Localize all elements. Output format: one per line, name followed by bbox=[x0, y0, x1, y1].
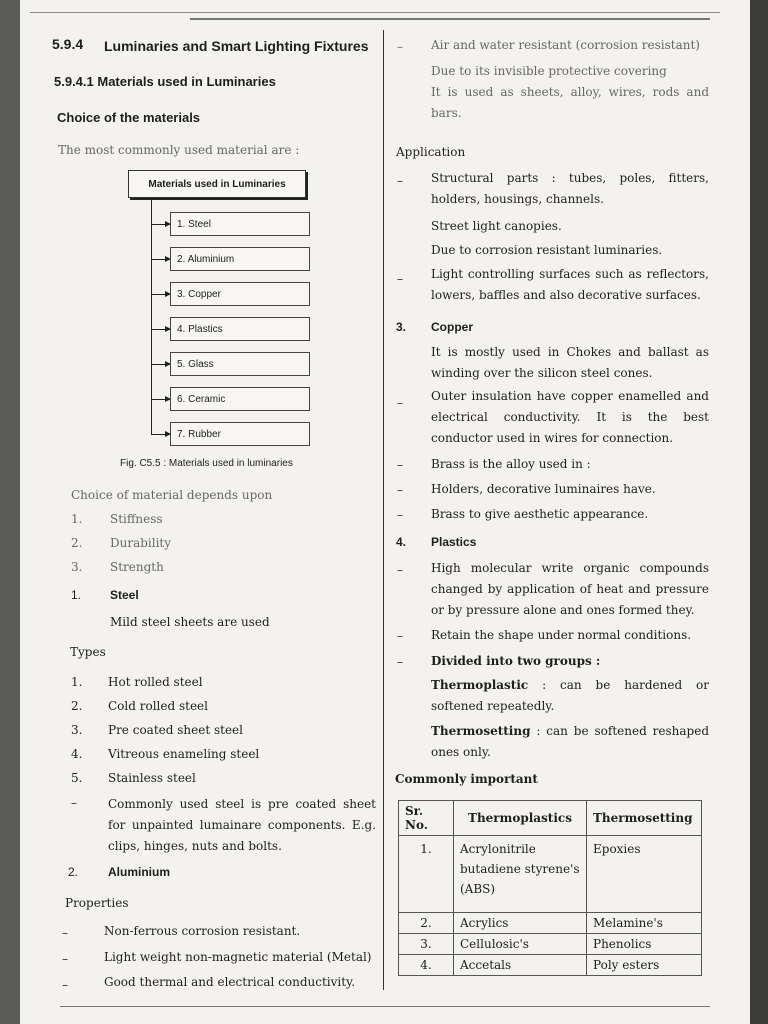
list-number: 3. bbox=[71, 560, 83, 574]
top-rule bbox=[30, 12, 720, 13]
diagram-arrow bbox=[151, 399, 170, 400]
copper-text: It is mostly used in Chokes and ballast as winding over the silicon steel cones. bbox=[431, 345, 709, 380]
copper-heading: Copper bbox=[431, 320, 473, 334]
properties-heading: Properties bbox=[65, 896, 129, 910]
list-number: 2. bbox=[71, 536, 83, 550]
choice-heading: Choice of the materials bbox=[57, 110, 201, 125]
dash-bullet: – bbox=[397, 629, 403, 643]
copper-dash-text: Brass to give aesthetic appearance. bbox=[431, 507, 649, 521]
diagram-item-glass: 5. Glass bbox=[170, 352, 310, 376]
diagram-item-aluminium: 2. Aluminium bbox=[170, 247, 310, 271]
list-number: 1. bbox=[71, 512, 83, 526]
dash-bullet: – bbox=[397, 483, 403, 497]
list-number: 3. bbox=[71, 723, 83, 737]
property-item: Light weight non-magnetic material (Metal) bbox=[104, 950, 372, 964]
dash-bullet: – bbox=[397, 458, 403, 472]
copper-dash-text: Brass is the alloy used in : bbox=[431, 457, 591, 471]
property-item: Good thermal and electrical conductivity. bbox=[104, 975, 356, 989]
list-item: Stiffness bbox=[110, 512, 163, 526]
table-header: Thermoplastics bbox=[454, 801, 587, 836]
steel-dash-text: Commonly used steel is pre coated sheet for unpainted lumainare components. E.g. clips, hinges, nuts and bolts. bbox=[108, 797, 376, 853]
list-item: Cold rolled steel bbox=[108, 699, 208, 713]
copper-dash-text: Holders, decorative luminaires have. bbox=[431, 482, 656, 496]
table-cell: 4. bbox=[399, 955, 454, 976]
diagram-arrow bbox=[151, 294, 170, 295]
types-heading: Types bbox=[70, 645, 106, 659]
list-number: 2. bbox=[71, 699, 83, 713]
dash-bullet: – bbox=[62, 978, 68, 992]
property-item: Air and water resistant (corrosion resistant) bbox=[431, 38, 700, 52]
thermosetting-text: : can be softened reshaped ones only. bbox=[431, 724, 709, 759]
dash-bullet: – bbox=[397, 396, 403, 410]
application-item: Light controlling surfaces such as reflectors, lowers, baffles and also decorative surfaces. bbox=[431, 267, 709, 302]
section-number: 5.9.4 bbox=[52, 36, 84, 52]
table-row bbox=[399, 913, 702, 934]
diagram-arrow bbox=[151, 329, 170, 330]
dash-bullet: – bbox=[397, 563, 403, 577]
diagram-item-copper: 3. Copper bbox=[170, 282, 310, 306]
table-cell: 1. bbox=[399, 836, 454, 913]
list-number: 4. bbox=[71, 747, 83, 761]
aluminium-number: 2. bbox=[68, 865, 79, 879]
table-row bbox=[399, 934, 702, 955]
list-item: Strength bbox=[110, 560, 164, 574]
diagram-item-steel: 1. Steel bbox=[170, 212, 310, 236]
thermosetting-label: Thermosetting bbox=[431, 724, 531, 738]
column-divider bbox=[383, 30, 384, 990]
diagram-arrow bbox=[151, 224, 170, 225]
table-cell: Epoxies bbox=[587, 836, 702, 913]
table-cell: Phenolics bbox=[587, 934, 702, 955]
thermosetting-definition bbox=[431, 721, 709, 763]
table-header: Sr. No. bbox=[399, 801, 454, 836]
table-cell: Cellulosic's bbox=[454, 934, 587, 955]
table-cell: 2. bbox=[399, 913, 454, 934]
plastics-text: High molecular write organic compounds changed by application of heat and pressure or by pressure alone and ones formed they. bbox=[431, 561, 709, 617]
dash-bullet: – bbox=[62, 952, 68, 966]
table-header: Thermosetting bbox=[587, 801, 702, 836]
dash-bullet: – bbox=[71, 796, 77, 810]
table-cell: 3. bbox=[399, 934, 454, 955]
dash-bullet: – bbox=[397, 174, 403, 188]
dash-bullet: – bbox=[397, 272, 403, 286]
thermoplastic-label: Thermoplastic bbox=[431, 678, 529, 692]
diagram-arrow bbox=[151, 364, 170, 365]
steel-note: Mild steel sheets are used bbox=[110, 615, 270, 629]
property-item: Non-ferrous corrosion resistant. bbox=[104, 924, 301, 938]
application-item: Due to corrosion resistant luminaries. bbox=[431, 243, 663, 257]
dash-bullet: – bbox=[397, 40, 403, 54]
table-cell: Accetals bbox=[454, 955, 587, 976]
copper-dash-text: Outer insulation have copper enamelled and electrical conductivity. It is the best conductor used in wires for connection. bbox=[431, 389, 709, 445]
table-cell: Acrylics bbox=[454, 913, 587, 934]
list-number: 5. bbox=[71, 771, 83, 785]
plastics-heading: Plastics bbox=[431, 535, 477, 549]
table-header-row bbox=[399, 801, 702, 836]
thermoplastic-definition bbox=[431, 675, 709, 717]
diagram-item-plastics: 4. Plastics bbox=[170, 317, 310, 341]
section-heading: Luminaries and Smart Lighting Fixtures bbox=[104, 38, 369, 54]
commonly-important-heading: Commonly important bbox=[395, 772, 538, 786]
table-cell: Melamine's bbox=[587, 913, 702, 934]
list-number: 1. bbox=[71, 675, 83, 689]
thermoplastic-text: : can be hardened or softened repeatedly. bbox=[431, 678, 709, 713]
plastics-table bbox=[398, 800, 702, 976]
dash-bullet: – bbox=[397, 508, 403, 522]
list-item: Hot rolled steel bbox=[108, 675, 203, 689]
steel-heading: Steel bbox=[110, 588, 139, 602]
plastics-text: Divided into two groups : bbox=[431, 654, 601, 668]
page-edge-shadow bbox=[750, 0, 768, 1024]
diagram-title-box: Materials used in Luminaries bbox=[128, 170, 306, 198]
table-cell: Acrylonitrile butadiene styrene's (ABS) bbox=[454, 836, 587, 913]
figure-caption: Fig. C5.5 : Materials used in luminaries bbox=[120, 458, 293, 469]
depends-text: Choice of material depends upon bbox=[71, 488, 273, 502]
dash-bullet: – bbox=[397, 655, 403, 669]
application-item: Structural parts : tubes, poles, fitters, holders, housings, channels. bbox=[431, 171, 709, 206]
table-cell: Poly esters bbox=[587, 955, 702, 976]
list-item: Durability bbox=[110, 536, 172, 550]
application-heading: Application bbox=[396, 145, 466, 159]
diagram-arrow bbox=[151, 434, 170, 435]
plastics-number: 4. bbox=[396, 535, 407, 549]
dash-bullet: – bbox=[62, 926, 68, 940]
steel-number: 1. bbox=[71, 588, 82, 602]
aluminium-heading: Aluminium bbox=[108, 865, 170, 879]
diagram-item-rubber: 7. Rubber bbox=[170, 422, 310, 446]
application-item: Street light canopies. bbox=[431, 219, 562, 233]
diagram-arrow bbox=[151, 259, 170, 260]
bottom-rule bbox=[60, 1006, 710, 1007]
property-item: It is used as sheets, alloy, wires, rods and bars. bbox=[431, 85, 709, 120]
copper-number: 3. bbox=[396, 320, 407, 334]
subsection-heading: 5.9.4.1 Materials used in Luminaries bbox=[54, 74, 276, 89]
list-item: Pre coated sheet steel bbox=[108, 723, 243, 737]
intro-text: The most commonly used material are : bbox=[58, 143, 300, 157]
list-item: Stainless steel bbox=[108, 771, 196, 785]
plastics-text: Retain the shape under normal conditions. bbox=[431, 628, 692, 642]
table-row bbox=[399, 955, 702, 976]
top-rule-thick bbox=[190, 18, 710, 20]
diagram-item-ceramic: 6. Ceramic bbox=[170, 387, 310, 411]
list-item: Vitreous enameling steel bbox=[108, 747, 260, 761]
table-row bbox=[399, 836, 702, 913]
property-item: Due to its invisible protective covering bbox=[431, 64, 667, 78]
